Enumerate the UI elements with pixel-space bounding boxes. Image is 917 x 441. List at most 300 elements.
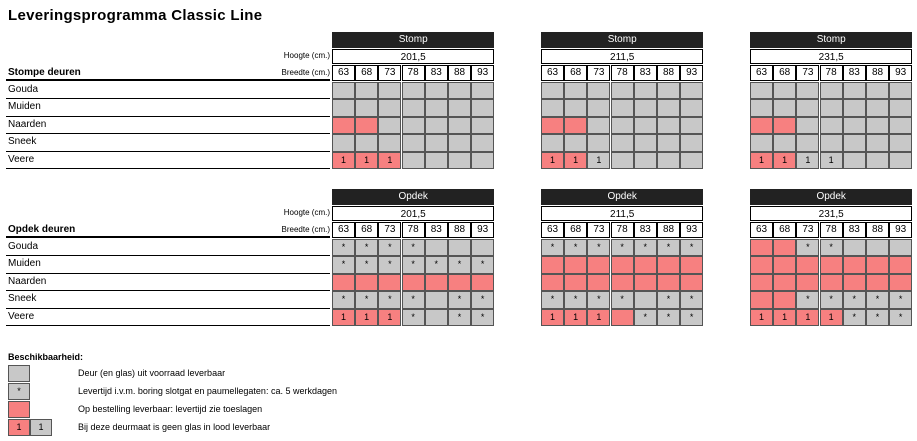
availability-cell: * <box>541 291 564 308</box>
door-type-header: Opdek <box>332 189 494 205</box>
width-cell: 63 <box>332 222 355 238</box>
availability-cell: * <box>564 291 587 308</box>
availability-cell <box>541 274 564 291</box>
availability-cell <box>587 256 610 273</box>
availability-cell <box>657 117 680 134</box>
width-cell: 73 <box>378 222 401 238</box>
availability-cell: 1 <box>378 309 401 326</box>
door-type-header: Stomp <box>332 32 494 48</box>
height-value: 201,5 <box>332 206 494 221</box>
row-label: Sneek <box>8 136 37 148</box>
availability-cell <box>587 274 610 291</box>
width-cell: 73 <box>587 65 610 81</box>
availability-cell <box>843 117 866 134</box>
availability-cell <box>587 134 610 151</box>
availability-cell: * <box>355 239 378 256</box>
availability-cell <box>541 99 564 116</box>
availability-cell <box>889 274 912 291</box>
availability-cell: * <box>843 309 866 326</box>
availability-cell: * <box>611 239 634 256</box>
availability-cell <box>332 134 355 151</box>
availability-cell <box>471 117 494 134</box>
availability-cell: 1 <box>355 152 378 169</box>
row-label: Veere <box>8 153 35 165</box>
width-cell: 63 <box>332 65 355 81</box>
height-value: 231,5 <box>750 206 912 221</box>
width-cell: 88 <box>657 65 680 81</box>
legend-title: Beschikbaarheid: <box>8 352 84 362</box>
availability-cell: * <box>378 291 401 308</box>
row-label: Muiden <box>8 101 41 113</box>
row-label: Gouda <box>8 241 39 252</box>
availability-cell <box>634 134 657 151</box>
row-line <box>6 168 330 169</box>
availability-cell <box>796 134 819 151</box>
row-label: Sneek <box>8 293 37 305</box>
availability-cell <box>750 82 773 99</box>
section-name: Opdek deuren <box>8 224 76 235</box>
legend-text: Levertijd i.v.m. boring slotgat en paumellegaten: ca. 5 werkdagen <box>78 386 337 396</box>
availability-cell <box>750 99 773 116</box>
availability-cell <box>866 152 889 169</box>
availability-cell: * <box>657 239 680 256</box>
availability-cell: 1 <box>796 152 819 169</box>
availability-cell <box>332 82 355 99</box>
availability-cell <box>587 99 610 116</box>
availability-cell <box>471 152 494 169</box>
availability-cell: * <box>657 291 680 308</box>
width-cell: 83 <box>843 65 866 81</box>
availability-cell: 1 <box>378 152 401 169</box>
availability-cell: * <box>355 256 378 273</box>
availability-cell <box>866 256 889 273</box>
width-cell: 93 <box>889 222 912 238</box>
availability-cell: * <box>866 309 889 326</box>
availability-cell: * <box>332 256 355 273</box>
availability-cell <box>843 152 866 169</box>
width-label: Breedte (cm.) <box>281 225 330 234</box>
availability-cell <box>402 134 425 151</box>
availability-cell: * <box>378 239 401 256</box>
availability-cell <box>471 82 494 99</box>
availability-cell: * <box>448 291 471 308</box>
legend-swatch <box>8 401 30 418</box>
width-cell: 68 <box>355 222 378 238</box>
availability-cell: * <box>796 291 819 308</box>
height-label: Hoogte (cm.) <box>283 208 330 217</box>
availability-cell: * <box>402 239 425 256</box>
availability-cell <box>773 134 796 151</box>
legend-swatch: * <box>8 383 30 400</box>
row-line <box>6 273 330 274</box>
availability-cell: * <box>402 309 425 326</box>
width-cell: 88 <box>866 222 889 238</box>
availability-cell <box>634 274 657 291</box>
legend-text: Bij deze deurmaat is geen glas in lood leverbaar <box>78 422 271 432</box>
availability-cell <box>425 99 448 116</box>
availability-cell <box>796 117 819 134</box>
availability-cell <box>448 134 471 151</box>
availability-cell <box>866 239 889 256</box>
availability-cell <box>378 274 401 291</box>
page-title: Leveringsprogramma Classic Line <box>8 7 263 24</box>
availability-cell <box>773 256 796 273</box>
availability-cell <box>425 239 448 256</box>
availability-cell <box>564 274 587 291</box>
availability-cell: * <box>332 239 355 256</box>
width-cell: 88 <box>866 65 889 81</box>
row-line <box>6 325 330 326</box>
availability-cell: 1 <box>587 152 610 169</box>
availability-cell: * <box>425 256 448 273</box>
row-label: Muiden <box>8 258 41 270</box>
availability-cell <box>425 117 448 134</box>
row-line <box>6 290 330 291</box>
availability-cell <box>680 152 703 169</box>
availability-cell <box>796 256 819 273</box>
availability-cell <box>448 117 471 134</box>
availability-cell <box>773 117 796 134</box>
width-label: Breedte (cm.) <box>281 68 330 77</box>
width-cell: 63 <box>750 222 773 238</box>
availability-cell <box>820 274 843 291</box>
availability-cell: * <box>796 239 819 256</box>
row-line <box>6 151 330 152</box>
availability-cell <box>448 274 471 291</box>
section-name: Stompe deuren <box>8 67 81 78</box>
availability-cell: * <box>471 256 494 273</box>
width-cell: 78 <box>611 65 634 81</box>
availability-cell <box>471 99 494 116</box>
availability-cell <box>402 117 425 134</box>
door-type-header: Stomp <box>750 32 912 48</box>
width-cell: 83 <box>634 65 657 81</box>
availability-cell <box>448 152 471 169</box>
availability-cell: * <box>448 256 471 273</box>
availability-cell <box>866 117 889 134</box>
availability-cell <box>843 134 866 151</box>
availability-cell: * <box>820 239 843 256</box>
availability-cell <box>866 134 889 151</box>
height-value: 211,5 <box>541 206 703 221</box>
availability-cell <box>611 152 634 169</box>
availability-cell: * <box>634 239 657 256</box>
availability-cell: * <box>843 291 866 308</box>
availability-cell <box>866 82 889 99</box>
width-cell: 93 <box>471 65 494 81</box>
width-cell: 93 <box>680 222 703 238</box>
availability-cell: 1 <box>541 309 564 326</box>
availability-cell <box>402 82 425 99</box>
availability-cell <box>866 274 889 291</box>
width-cell: 93 <box>889 65 912 81</box>
availability-cell <box>657 134 680 151</box>
availability-cell <box>587 117 610 134</box>
availability-cell <box>634 99 657 116</box>
row-line <box>6 133 330 134</box>
availability-cell <box>843 82 866 99</box>
width-cell: 68 <box>564 222 587 238</box>
availability-cell <box>843 99 866 116</box>
availability-cell: * <box>889 309 912 326</box>
availability-cell <box>820 99 843 116</box>
availability-cell <box>402 274 425 291</box>
availability-cell <box>611 134 634 151</box>
availability-cell: 1 <box>820 309 843 326</box>
availability-cell <box>889 134 912 151</box>
availability-cell: 1 <box>796 309 819 326</box>
availability-cell: 1 <box>587 309 610 326</box>
availability-cell <box>634 291 657 308</box>
availability-cell <box>564 117 587 134</box>
availability-cell: 1 <box>332 152 355 169</box>
availability-cell: 1 <box>332 309 355 326</box>
legend-swatch <box>8 365 30 382</box>
availability-cell <box>448 82 471 99</box>
availability-cell: * <box>564 239 587 256</box>
width-cell: 63 <box>750 65 773 81</box>
door-type-header: Stomp <box>541 32 703 48</box>
availability-cell <box>587 82 610 99</box>
legend-swatch: 1 <box>30 419 52 436</box>
availability-cell <box>471 239 494 256</box>
availability-cell: * <box>820 291 843 308</box>
width-cell: 63 <box>541 222 564 238</box>
availability-cell <box>866 99 889 116</box>
availability-cell <box>796 82 819 99</box>
availability-cell <box>680 117 703 134</box>
availability-cell <box>471 274 494 291</box>
availability-cell <box>448 99 471 116</box>
availability-cell: 1 <box>564 152 587 169</box>
availability-cell <box>796 274 819 291</box>
height-value: 231,5 <box>750 49 912 64</box>
width-cell: 93 <box>471 222 494 238</box>
availability-cell <box>355 117 378 134</box>
availability-cell <box>773 99 796 116</box>
row-label: Naarden <box>8 118 47 130</box>
availability-cell <box>773 291 796 308</box>
availability-cell <box>355 274 378 291</box>
availability-cell <box>820 256 843 273</box>
availability-cell <box>611 309 634 326</box>
availability-cell <box>889 99 912 116</box>
width-cell: 83 <box>634 222 657 238</box>
availability-cell: * <box>471 291 494 308</box>
availability-cell <box>843 274 866 291</box>
door-type-header: Opdek <box>750 189 912 205</box>
availability-cell <box>796 99 819 116</box>
width-cell: 68 <box>564 65 587 81</box>
availability-cell <box>378 134 401 151</box>
availability-cell: 1 <box>355 309 378 326</box>
availability-cell: 1 <box>820 152 843 169</box>
availability-cell: 1 <box>773 309 796 326</box>
width-cell: 78 <box>402 222 425 238</box>
availability-cell <box>680 134 703 151</box>
availability-cell: * <box>332 291 355 308</box>
availability-cell <box>773 239 796 256</box>
availability-cell <box>425 134 448 151</box>
availability-cell <box>402 152 425 169</box>
availability-cell <box>564 82 587 99</box>
availability-cell <box>843 256 866 273</box>
width-cell: 73 <box>587 222 610 238</box>
availability-cell <box>680 99 703 116</box>
legend-text: Op bestelling leverbaar: levertijd zie toeslagen <box>78 404 263 414</box>
availability-cell: 1 <box>750 309 773 326</box>
row-line <box>6 98 330 99</box>
availability-cell <box>889 117 912 134</box>
availability-cell <box>820 82 843 99</box>
availability-cell <box>750 291 773 308</box>
width-cell: 68 <box>773 65 796 81</box>
width-cell: 68 <box>355 65 378 81</box>
availability-cell <box>541 134 564 151</box>
availability-cell <box>541 256 564 273</box>
availability-cell: * <box>378 256 401 273</box>
availability-cell <box>425 82 448 99</box>
availability-cell <box>448 239 471 256</box>
availability-cell <box>680 256 703 273</box>
availability-cell <box>564 256 587 273</box>
width-cell: 73 <box>378 65 401 81</box>
width-cell: 78 <box>402 65 425 81</box>
width-cell: 88 <box>657 222 680 238</box>
availability-cell <box>750 134 773 151</box>
availability-cell <box>611 117 634 134</box>
availability-cell <box>332 99 355 116</box>
availability-cell <box>425 291 448 308</box>
availability-cell <box>889 239 912 256</box>
width-cell: 88 <box>448 65 471 81</box>
height-value: 211,5 <box>541 49 703 64</box>
section-underline <box>6 79 330 81</box>
legend-text: Deur (en glas) uit voorraad leverbaar <box>78 368 226 378</box>
availability-cell <box>820 134 843 151</box>
availability-cell <box>471 134 494 151</box>
availability-cell <box>657 274 680 291</box>
availability-cell <box>541 82 564 99</box>
width-cell: 73 <box>796 65 819 81</box>
availability-cell <box>425 274 448 291</box>
availability-cell <box>378 117 401 134</box>
door-type-header: Opdek <box>541 189 703 205</box>
availability-cell: * <box>680 309 703 326</box>
availability-cell <box>889 152 912 169</box>
row-line <box>6 116 330 117</box>
section-underline <box>6 236 330 238</box>
availability-cell <box>355 99 378 116</box>
width-cell: 83 <box>843 222 866 238</box>
availability-cell: * <box>355 291 378 308</box>
availability-cell <box>657 152 680 169</box>
availability-cell: * <box>657 309 680 326</box>
availability-cell: * <box>448 309 471 326</box>
availability-cell <box>378 82 401 99</box>
width-cell: 83 <box>425 65 448 81</box>
row-label: Naarden <box>8 275 47 287</box>
availability-cell <box>750 256 773 273</box>
availability-cell <box>634 82 657 99</box>
availability-cell <box>611 256 634 273</box>
width-cell: 83 <box>425 222 448 238</box>
availability-cell: * <box>611 291 634 308</box>
availability-cell: * <box>587 291 610 308</box>
width-cell: 78 <box>820 65 843 81</box>
availability-cell: * <box>680 239 703 256</box>
row-label: Gouda <box>8 84 39 95</box>
availability-cell <box>611 274 634 291</box>
availability-cell <box>889 82 912 99</box>
availability-cell <box>564 99 587 116</box>
legend-swatch: 1 <box>8 419 30 436</box>
availability-cell: 1 <box>564 309 587 326</box>
availability-cell <box>680 274 703 291</box>
availability-cell <box>750 239 773 256</box>
width-cell: 78 <box>820 222 843 238</box>
availability-cell <box>355 82 378 99</box>
row-line <box>6 255 330 256</box>
availability-cell <box>889 256 912 273</box>
width-cell: 93 <box>680 65 703 81</box>
availability-cell: 1 <box>773 152 796 169</box>
availability-cell <box>332 117 355 134</box>
availability-cell <box>402 99 425 116</box>
availability-cell <box>843 239 866 256</box>
availability-cell: * <box>866 291 889 308</box>
availability-cell <box>378 99 401 116</box>
availability-cell <box>634 256 657 273</box>
width-cell: 68 <box>773 222 796 238</box>
availability-cell <box>657 256 680 273</box>
availability-cell <box>611 82 634 99</box>
width-cell: 88 <box>448 222 471 238</box>
availability-cell <box>750 117 773 134</box>
availability-cell <box>820 117 843 134</box>
availability-cell <box>425 309 448 326</box>
availability-cell <box>355 134 378 151</box>
availability-cell: * <box>634 309 657 326</box>
availability-cell <box>634 117 657 134</box>
availability-cell <box>564 134 587 151</box>
height-value: 201,5 <box>332 49 494 64</box>
availability-cell: * <box>889 291 912 308</box>
height-label: Hoogte (cm.) <box>283 51 330 60</box>
availability-cell <box>425 152 448 169</box>
availability-cell <box>657 82 680 99</box>
availability-cell <box>611 99 634 116</box>
availability-cell <box>657 99 680 116</box>
availability-cell <box>541 117 564 134</box>
availability-cell <box>773 82 796 99</box>
row-line <box>6 308 330 309</box>
row-label: Veere <box>8 310 35 322</box>
availability-cell <box>750 274 773 291</box>
availability-cell <box>332 274 355 291</box>
width-cell: 63 <box>541 65 564 81</box>
width-cell: 78 <box>611 222 634 238</box>
availability-cell <box>634 152 657 169</box>
availability-cell: * <box>587 239 610 256</box>
availability-cell <box>680 82 703 99</box>
availability-cell: * <box>471 309 494 326</box>
availability-cell: 1 <box>541 152 564 169</box>
availability-cell: * <box>680 291 703 308</box>
availability-cell: 1 <box>750 152 773 169</box>
availability-cell <box>773 274 796 291</box>
availability-cell: * <box>402 291 425 308</box>
